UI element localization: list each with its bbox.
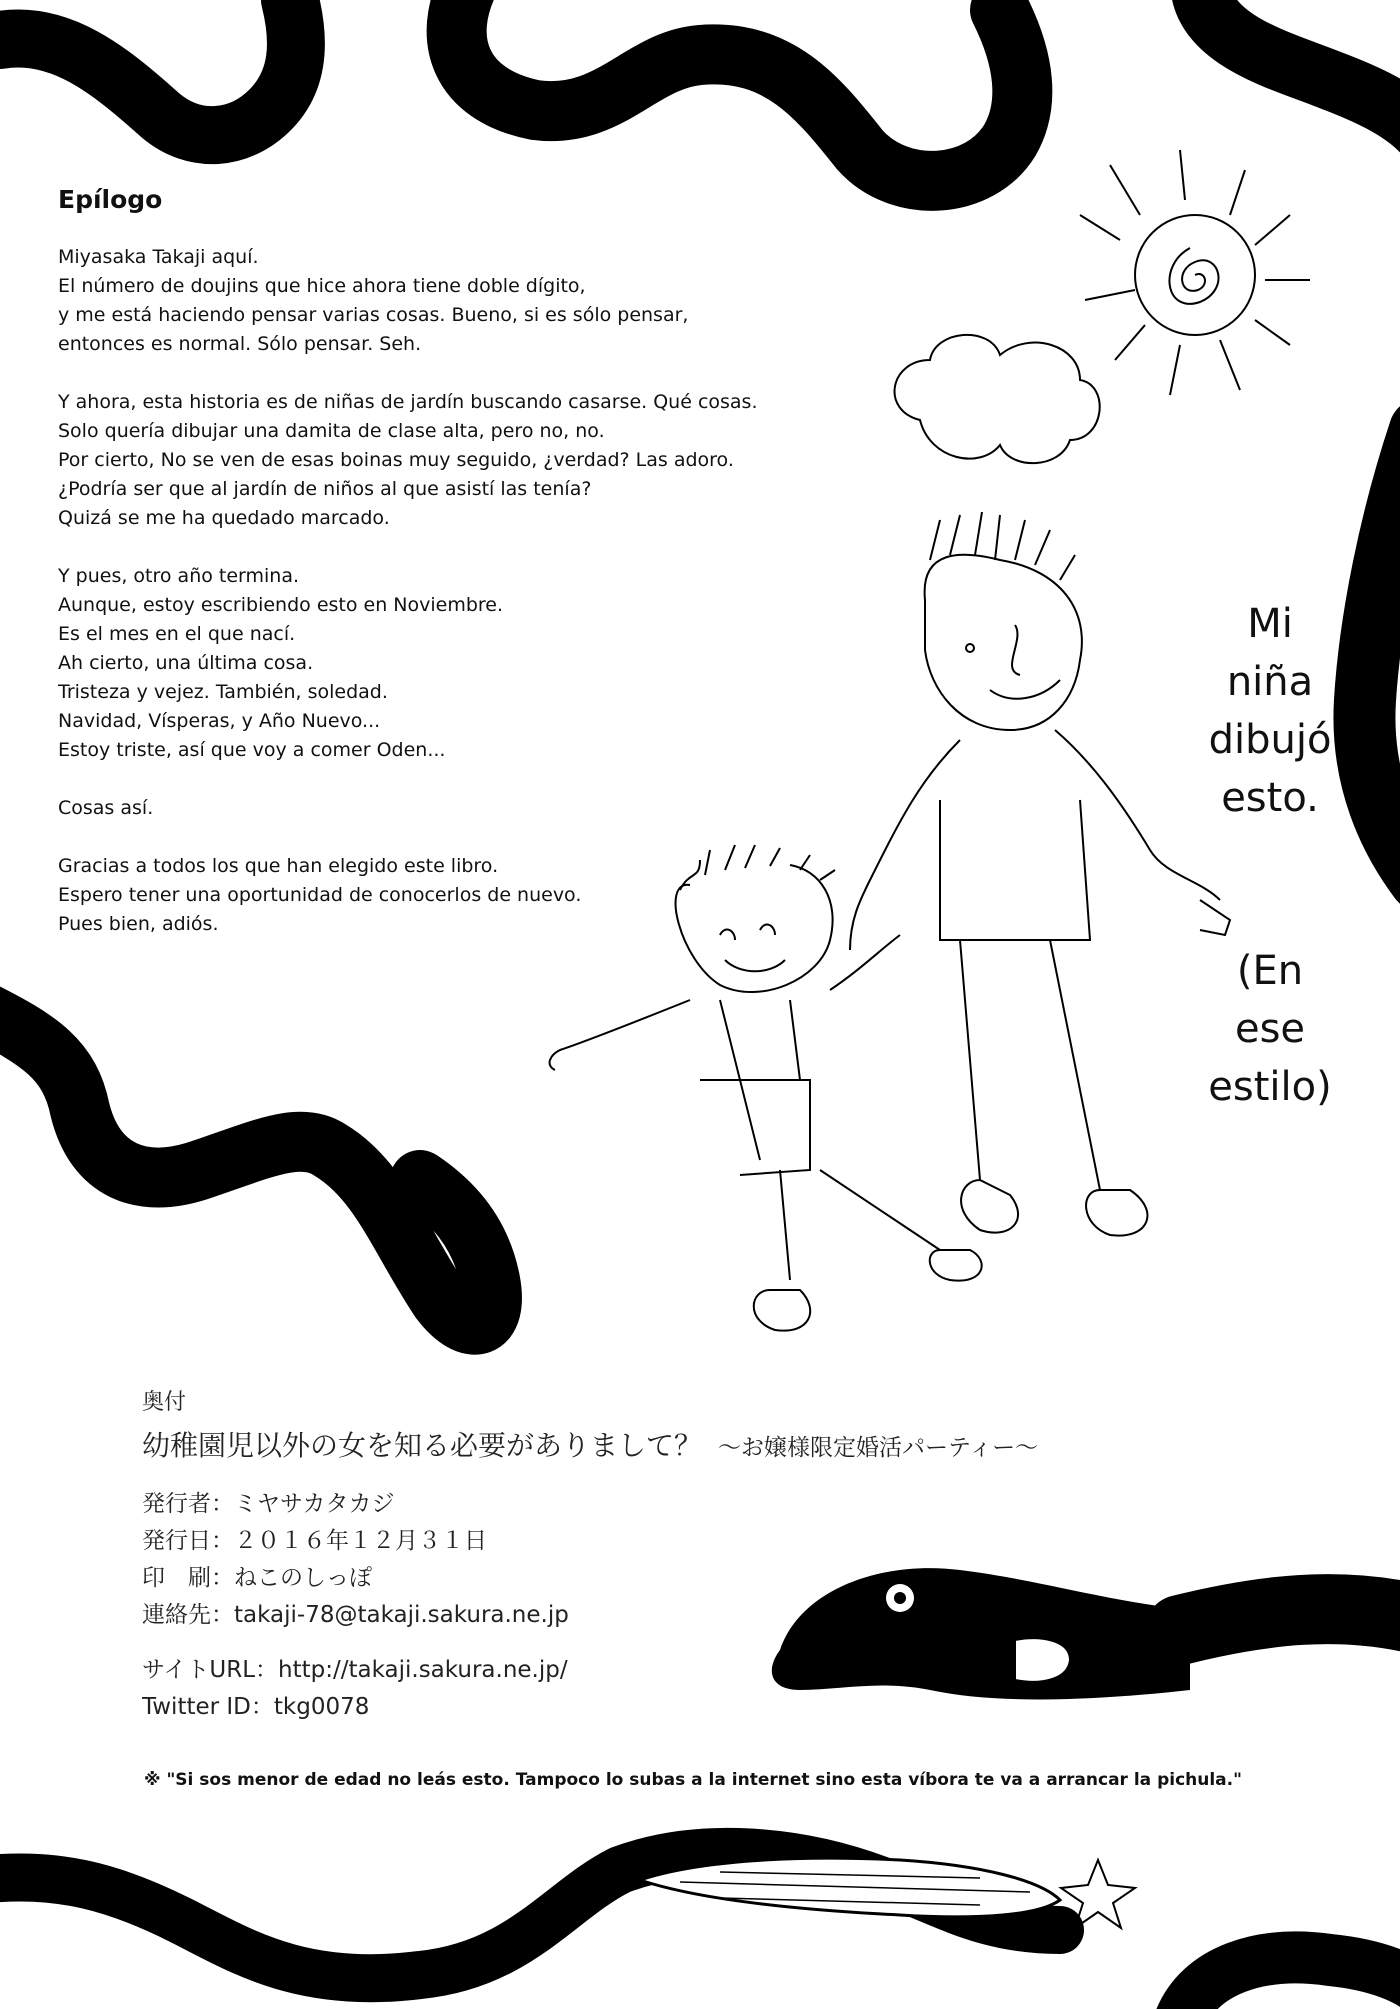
epilogue-line: Quizá se me ha quedado marcado.: [58, 507, 390, 529]
handwritten-line: Mi: [1247, 601, 1293, 647]
epilogue-line: Cosas así.: [58, 797, 154, 819]
epilogue-line: Es el mes en el que nací.: [58, 623, 296, 645]
twitter-line: Twitter ID：tkg0078: [142, 1694, 370, 1720]
cloud-doodle: [895, 335, 1100, 463]
colophon: [142, 1385, 1038, 1726]
epilogue-paragraph: [58, 243, 708, 359]
colophon-title: [142, 1424, 1038, 1464]
epilogue-line: El número de doujins que hice ahora tiene doble dígito,: [58, 275, 586, 297]
epilogue-line: Espero tener una oportunidad de conocerlos de nuevo.: [58, 884, 582, 906]
epilogue-paragraph: [58, 794, 708, 823]
sun-doodle: [1080, 150, 1310, 395]
handwritten-line: niña: [1226, 659, 1314, 705]
handwritten-line: estilo): [1208, 1064, 1332, 1110]
snake-top-mid: [457, 0, 1023, 181]
epilogue-line: Aunque, estoy escribiendo esto en Noviembre.: [58, 594, 504, 616]
epilogue-paragraph: [58, 852, 708, 939]
spacer: [142, 1634, 1038, 1652]
colophon-heading: 奥付: [142, 1390, 187, 1415]
father-doodle: [850, 512, 1230, 1236]
handwritten-line: (En: [1236, 948, 1304, 994]
epilogue-line: ¿Podría ser que al jardín de niños al que asistí las tenía?: [58, 478, 592, 500]
handwritten-style-note: [1180, 942, 1360, 1116]
snake-right: [1364, 430, 1400, 880]
epilogue-line: Solo quería dibujar una damita de clase alta, pero no, no.: [58, 420, 605, 442]
snake-top-left: [0, 0, 296, 135]
epilogue-line: Y pues, otro año termina.: [58, 565, 300, 587]
contact-line: 連絡先：takaji-78@takaji.sakura.ne.jp: [142, 1602, 569, 1628]
site-url-line: サイトURL：http://takaji.sakura.ne.jp/: [142, 1657, 568, 1683]
epilogue-line: Navidad, Vísperas, y Año Nuevo...: [58, 710, 381, 732]
book-title: 幼稚園児以外の女を知る必要がありまして？: [142, 1429, 703, 1462]
snake-top-right: [1200, 0, 1400, 130]
epilogue-line: Tristeza y vejez. También, soledad.: [58, 681, 388, 703]
epilogue-line: Miyasaka Takaji aquí.: [58, 246, 259, 268]
epilogue-line: Y ahora, esta historia es de niñas de jardín buscando casarse. Qué cosas.: [58, 391, 758, 413]
handwritten-line: esto.: [1221, 775, 1319, 821]
epilogue-line: entonces es normal. Sólo pensar. Seh.: [58, 333, 422, 355]
epilogue-line: Pues bien, adiós.: [58, 913, 219, 935]
epilogue-line: Ah cierto, una última cosa.: [58, 652, 314, 674]
epilogue-paragraph: [58, 562, 708, 765]
epilogue-title: Epílogo: [58, 185, 163, 214]
age-notice: ※ "Si sos menor de edad no leás esto. Tampoco lo subas a la internet sino esta víbora te va a arrancar la pichula.": [144, 1770, 1242, 1790]
epilogue-body: [58, 243, 758, 968]
date-line: 発行日：２０１６年１２月３１日: [142, 1528, 487, 1554]
publisher-line: 発行者：ミヤサカタカジ: [142, 1491, 395, 1517]
colophon-details: [142, 1486, 1038, 1726]
epilogue-line: Por cierto, No se ven de esas boinas muy seguido, ¿verdad? Las adoro.: [58, 449, 734, 471]
handwritten-line: ese: [1234, 1006, 1306, 1052]
epilogue-line: Gracias a todos los que han elegido este libro.: [58, 855, 499, 877]
snake-left: [0, 1010, 492, 1325]
epilogue-paragraph: [58, 388, 758, 533]
handwritten-note: [1180, 595, 1360, 827]
eel-body: [1180, 1609, 1400, 1630]
book-subtitle: ～お嬢様限定婚活パーティー～: [718, 1435, 1039, 1461]
epilogue-line: Estoy triste, así que voy a comer Oden...: [58, 739, 446, 761]
handwritten-line: dibujó: [1208, 717, 1332, 763]
epilogue-line: y me está haciendo pensar varias cosas. Bueno, si es sólo pensar,: [58, 304, 689, 326]
snake-bottom-right: [1180, 1958, 1400, 2009]
printer-line: 印 刷：ねこのしっぽ: [142, 1565, 372, 1591]
